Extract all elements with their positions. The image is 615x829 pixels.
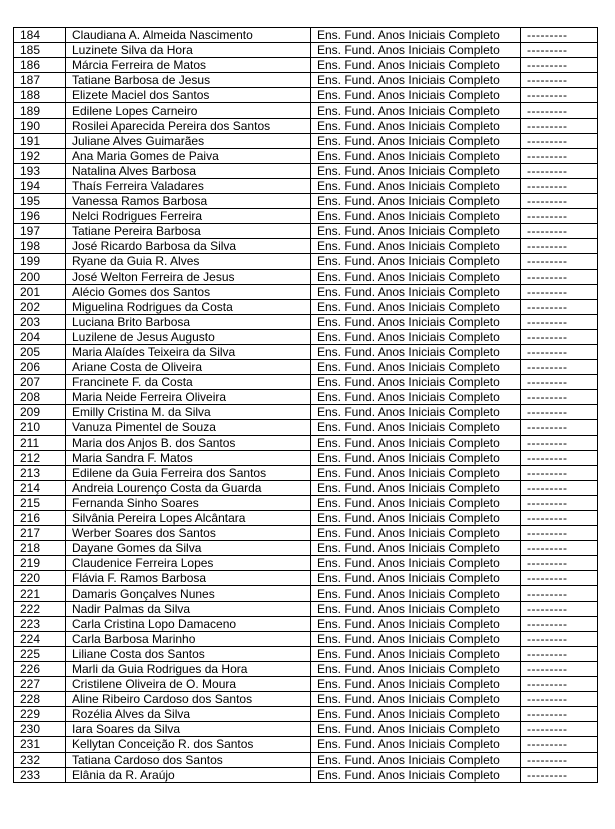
row-number-cell: 222 <box>14 601 66 616</box>
status-cell: --------- <box>521 420 598 435</box>
name-cell: Thaís Ferreira Valadares <box>66 178 311 193</box>
records-table-body <box>14 28 598 783</box>
table-row <box>14 254 598 269</box>
row-number-cell: 217 <box>14 526 66 541</box>
table-row <box>14 435 598 450</box>
education-cell: Ens. Fund. Anos Iniciais Completo <box>311 646 521 661</box>
education-cell: Ens. Fund. Anos Iniciais Completo <box>311 58 521 73</box>
row-number-cell: 227 <box>14 677 66 692</box>
name-cell: Claudiana A. Almeida Nascimento <box>66 28 311 43</box>
row-number-cell: 194 <box>14 178 66 193</box>
name-cell: Vanessa Ramos Barbosa <box>66 194 311 209</box>
name-cell: Flávia F. Ramos Barbosa <box>66 571 311 586</box>
table-row <box>14 88 598 103</box>
education-cell: Ens. Fund. Anos Iniciais Completo <box>311 420 521 435</box>
education-cell: Ens. Fund. Anos Iniciais Completo <box>311 767 521 782</box>
table-row <box>14 299 598 314</box>
table-row <box>14 556 598 571</box>
name-cell: Ryane da Guia R. Alves <box>66 254 311 269</box>
table-row <box>14 450 598 465</box>
name-cell: Rozélia Alves da Silva <box>66 707 311 722</box>
status-cell: --------- <box>521 692 598 707</box>
row-number-cell: 229 <box>14 707 66 722</box>
education-cell: Ens. Fund. Anos Iniciais Completo <box>311 224 521 239</box>
education-cell: Ens. Fund. Anos Iniciais Completo <box>311 88 521 103</box>
status-cell: --------- <box>521 299 598 314</box>
education-cell: Ens. Fund. Anos Iniciais Completo <box>311 616 521 631</box>
row-number-cell: 220 <box>14 571 66 586</box>
status-cell: --------- <box>521 360 598 375</box>
status-cell: --------- <box>521 284 598 299</box>
row-number-cell: 205 <box>14 344 66 359</box>
row-number-cell: 206 <box>14 360 66 375</box>
education-cell: Ens. Fund. Anos Iniciais Completo <box>311 556 521 571</box>
education-cell: Ens. Fund. Anos Iniciais Completo <box>311 284 521 299</box>
row-number-cell: 202 <box>14 299 66 314</box>
education-cell: Ens. Fund. Anos Iniciais Completo <box>311 375 521 390</box>
row-number-cell: 200 <box>14 269 66 284</box>
name-cell: Maria Neide Ferreira Oliveira <box>66 390 311 405</box>
row-number-cell: 191 <box>14 133 66 148</box>
table-row <box>14 661 598 676</box>
name-cell: Iara Soares da Silva <box>66 722 311 737</box>
row-number-cell: 212 <box>14 450 66 465</box>
table-row <box>14 269 598 284</box>
name-cell: Elânia da R. Araújo <box>66 767 311 782</box>
education-cell: Ens. Fund. Anos Iniciais Completo <box>311 737 521 752</box>
row-number-cell: 186 <box>14 58 66 73</box>
name-cell: Werber Soares dos Santos <box>66 526 311 541</box>
education-cell: Ens. Fund. Anos Iniciais Completo <box>311 692 521 707</box>
row-number-cell: 199 <box>14 254 66 269</box>
name-cell: Maria Alaídes Teixeira da Silva <box>66 344 311 359</box>
status-cell: --------- <box>521 194 598 209</box>
status-cell: --------- <box>521 329 598 344</box>
name-cell: Ariane Costa de Oliveira <box>66 360 311 375</box>
table-row <box>14 329 598 344</box>
table-row <box>14 103 598 118</box>
table-row <box>14 526 598 541</box>
name-cell: Edilene da Guia Ferreira dos Santos <box>66 465 311 480</box>
education-cell: Ens. Fund. Anos Iniciais Completo <box>311 118 521 133</box>
row-number-cell: 204 <box>14 329 66 344</box>
table-row <box>14 375 598 390</box>
table-row <box>14 28 598 43</box>
row-number-cell: 196 <box>14 209 66 224</box>
status-cell: --------- <box>521 209 598 224</box>
name-cell: José Welton Ferreira de Jesus <box>66 269 311 284</box>
name-cell: Luzilene de Jesus Augusto <box>66 329 311 344</box>
status-cell: --------- <box>521 661 598 676</box>
table-row <box>14 163 598 178</box>
education-cell: Ens. Fund. Anos Iniciais Completo <box>311 631 521 646</box>
row-number-cell: 215 <box>14 495 66 510</box>
status-cell: --------- <box>521 526 598 541</box>
status-cell: --------- <box>521 269 598 284</box>
status-cell: --------- <box>521 254 598 269</box>
education-cell: Ens. Fund. Anos Iniciais Completo <box>311 450 521 465</box>
row-number-cell: 190 <box>14 118 66 133</box>
name-cell: Tatiana Cardoso dos Santos <box>66 752 311 767</box>
row-number-cell: 232 <box>14 752 66 767</box>
status-cell: --------- <box>521 118 598 133</box>
status-cell: --------- <box>521 541 598 556</box>
education-cell: Ens. Fund. Anos Iniciais Completo <box>311 722 521 737</box>
table-row <box>14 148 598 163</box>
row-number-cell: 211 <box>14 435 66 450</box>
row-number-cell: 203 <box>14 314 66 329</box>
name-cell: Elizete Maciel dos Santos <box>66 88 311 103</box>
name-cell: Francinete F. da Costa <box>66 375 311 390</box>
education-cell: Ens. Fund. Anos Iniciais Completo <box>311 707 521 722</box>
row-number-cell: 226 <box>14 661 66 676</box>
status-cell: --------- <box>521 752 598 767</box>
name-cell: Miguelina Rodrigues da Costa <box>66 299 311 314</box>
status-cell: --------- <box>521 163 598 178</box>
row-number-cell: 185 <box>14 43 66 58</box>
table-row <box>14 586 598 601</box>
education-cell: Ens. Fund. Anos Iniciais Completo <box>311 103 521 118</box>
status-cell: --------- <box>521 571 598 586</box>
table-row <box>14 707 598 722</box>
name-cell: Nelci Rodrigues Ferreira <box>66 209 311 224</box>
table-row <box>14 390 598 405</box>
status-cell: --------- <box>521 556 598 571</box>
row-number-cell: 192 <box>14 148 66 163</box>
table-row <box>14 480 598 495</box>
education-cell: Ens. Fund. Anos Iniciais Completo <box>311 329 521 344</box>
status-cell: --------- <box>521 631 598 646</box>
name-cell: Emilly Cristina M. da Silva <box>66 405 311 420</box>
status-cell: --------- <box>521 43 598 58</box>
name-cell: Cristilene Oliveira de O. Moura <box>66 677 311 692</box>
education-cell: Ens. Fund. Anos Iniciais Completo <box>311 435 521 450</box>
table-row <box>14 616 598 631</box>
row-number-cell: 230 <box>14 722 66 737</box>
name-cell: Tatiane Pereira Barbosa <box>66 224 311 239</box>
education-cell: Ens. Fund. Anos Iniciais Completo <box>311 511 521 526</box>
status-cell: --------- <box>521 495 598 510</box>
table-row <box>14 511 598 526</box>
records-table <box>13 27 598 783</box>
table-row <box>14 677 598 692</box>
row-number-cell: 210 <box>14 420 66 435</box>
name-cell: Maria Sandra F. Matos <box>66 450 311 465</box>
education-cell: Ens. Fund. Anos Iniciais Completo <box>311 209 521 224</box>
education-cell: Ens. Fund. Anos Iniciais Completo <box>311 601 521 616</box>
status-cell: --------- <box>521 616 598 631</box>
name-cell: Luzinete Silva da Hora <box>66 43 311 58</box>
table-row <box>14 405 598 420</box>
status-cell: --------- <box>521 480 598 495</box>
status-cell: --------- <box>521 722 598 737</box>
row-number-cell: 189 <box>14 103 66 118</box>
name-cell: Tatiane Barbosa de Jesus <box>66 73 311 88</box>
name-cell: Vanuza Pimentel de Souza <box>66 420 311 435</box>
row-number-cell: 223 <box>14 616 66 631</box>
status-cell: --------- <box>521 224 598 239</box>
name-cell: Silvânia Pereira Lopes Alcântara <box>66 511 311 526</box>
education-cell: Ens. Fund. Anos Iniciais Completo <box>311 148 521 163</box>
name-cell: Alécio Gomes dos Santos <box>66 284 311 299</box>
status-cell: --------- <box>521 103 598 118</box>
table-row <box>14 239 598 254</box>
row-number-cell: 221 <box>14 586 66 601</box>
education-cell: Ens. Fund. Anos Iniciais Completo <box>311 571 521 586</box>
name-cell: Dayane Gomes da Silva <box>66 541 311 556</box>
table-row <box>14 601 598 616</box>
education-cell: Ens. Fund. Anos Iniciais Completo <box>311 390 521 405</box>
table-row <box>14 692 598 707</box>
table-row <box>14 118 598 133</box>
status-cell: --------- <box>521 646 598 661</box>
name-cell: Damaris Gonçalves Nunes <box>66 586 311 601</box>
education-cell: Ens. Fund. Anos Iniciais Completo <box>311 495 521 510</box>
status-cell: --------- <box>521 586 598 601</box>
status-cell: --------- <box>521 707 598 722</box>
education-cell: Ens. Fund. Anos Iniciais Completo <box>311 28 521 43</box>
name-cell: Natalina Alves Barbosa <box>66 163 311 178</box>
table-row <box>14 420 598 435</box>
status-cell: --------- <box>521 450 598 465</box>
table-row <box>14 646 598 661</box>
table-row <box>14 194 598 209</box>
education-cell: Ens. Fund. Anos Iniciais Completo <box>311 360 521 375</box>
education-cell: Ens. Fund. Anos Iniciais Completo <box>311 314 521 329</box>
status-cell: --------- <box>521 314 598 329</box>
table-row <box>14 58 598 73</box>
row-number-cell: 198 <box>14 239 66 254</box>
row-number-cell: 209 <box>14 405 66 420</box>
row-number-cell: 219 <box>14 556 66 571</box>
table-row <box>14 178 598 193</box>
education-cell: Ens. Fund. Anos Iniciais Completo <box>311 677 521 692</box>
name-cell: Márcia Ferreira de Matos <box>66 58 311 73</box>
status-cell: --------- <box>521 178 598 193</box>
table-row <box>14 73 598 88</box>
status-cell: --------- <box>521 28 598 43</box>
table-row <box>14 360 598 375</box>
status-cell: --------- <box>521 148 598 163</box>
row-number-cell: 218 <box>14 541 66 556</box>
name-cell: Andreia Lourenço Costa da Guarda <box>66 480 311 495</box>
education-cell: Ens. Fund. Anos Iniciais Completo <box>311 299 521 314</box>
table-row <box>14 767 598 782</box>
table-row <box>14 209 598 224</box>
row-number-cell: 216 <box>14 511 66 526</box>
row-number-cell: 213 <box>14 465 66 480</box>
education-cell: Ens. Fund. Anos Iniciais Completo <box>311 133 521 148</box>
status-cell: --------- <box>521 375 598 390</box>
row-number-cell: 231 <box>14 737 66 752</box>
name-cell: Ana Maria Gomes de Paiva <box>66 148 311 163</box>
status-cell: --------- <box>521 601 598 616</box>
education-cell: Ens. Fund. Anos Iniciais Completo <box>311 73 521 88</box>
row-number-cell: 197 <box>14 224 66 239</box>
table-row <box>14 224 598 239</box>
status-cell: --------- <box>521 344 598 359</box>
status-cell: --------- <box>521 677 598 692</box>
row-number-cell: 195 <box>14 194 66 209</box>
row-number-cell: 193 <box>14 163 66 178</box>
table-row <box>14 133 598 148</box>
row-number-cell: 187 <box>14 73 66 88</box>
status-cell: --------- <box>521 88 598 103</box>
status-cell: --------- <box>521 73 598 88</box>
name-cell: Liliane Costa dos Santos <box>66 646 311 661</box>
row-number-cell: 214 <box>14 480 66 495</box>
education-cell: Ens. Fund. Anos Iniciais Completo <box>311 465 521 480</box>
name-cell: Carla Barbosa Marinho <box>66 631 311 646</box>
row-number-cell: 224 <box>14 631 66 646</box>
education-cell: Ens. Fund. Anos Iniciais Completo <box>311 254 521 269</box>
table-row <box>14 752 598 767</box>
table-row <box>14 722 598 737</box>
education-cell: Ens. Fund. Anos Iniciais Completo <box>311 541 521 556</box>
status-cell: --------- <box>521 239 598 254</box>
name-cell: Maria dos Anjos B. dos Santos <box>66 435 311 450</box>
table-row <box>14 631 598 646</box>
education-cell: Ens. Fund. Anos Iniciais Completo <box>311 178 521 193</box>
status-cell: --------- <box>521 405 598 420</box>
name-cell: Marli da Guia Rodrigues da Hora <box>66 661 311 676</box>
education-cell: Ens. Fund. Anos Iniciais Completo <box>311 405 521 420</box>
education-cell: Ens. Fund. Anos Iniciais Completo <box>311 661 521 676</box>
row-number-cell: 184 <box>14 28 66 43</box>
status-cell: --------- <box>521 435 598 450</box>
status-cell: --------- <box>521 737 598 752</box>
education-cell: Ens. Fund. Anos Iniciais Completo <box>311 526 521 541</box>
status-cell: --------- <box>521 511 598 526</box>
name-cell: Rosilei Aparecida Pereira dos Santos <box>66 118 311 133</box>
status-cell: --------- <box>521 767 598 782</box>
table-row <box>14 344 598 359</box>
table-row <box>14 465 598 480</box>
name-cell: José Ricardo Barbosa da Silva <box>66 239 311 254</box>
education-cell: Ens. Fund. Anos Iniciais Completo <box>311 752 521 767</box>
table-row <box>14 737 598 752</box>
table-row <box>14 314 598 329</box>
status-cell: --------- <box>521 465 598 480</box>
name-cell: Aline Ribeiro Cardoso dos Santos <box>66 692 311 707</box>
row-number-cell: 225 <box>14 646 66 661</box>
education-cell: Ens. Fund. Anos Iniciais Completo <box>311 480 521 495</box>
name-cell: Claudenice Ferreira Lopes <box>66 556 311 571</box>
row-number-cell: 188 <box>14 88 66 103</box>
name-cell: Kellytan Conceição R. dos Santos <box>66 737 311 752</box>
table-row <box>14 284 598 299</box>
table-row <box>14 541 598 556</box>
row-number-cell: 207 <box>14 375 66 390</box>
name-cell: Fernanda Sinho Soares <box>66 495 311 510</box>
education-cell: Ens. Fund. Anos Iniciais Completo <box>311 586 521 601</box>
education-cell: Ens. Fund. Anos Iniciais Completo <box>311 239 521 254</box>
table-row <box>14 571 598 586</box>
status-cell: --------- <box>521 58 598 73</box>
education-cell: Ens. Fund. Anos Iniciais Completo <box>311 194 521 209</box>
education-cell: Ens. Fund. Anos Iniciais Completo <box>311 163 521 178</box>
name-cell: Juliane Alves Guimarães <box>66 133 311 148</box>
status-cell: --------- <box>521 133 598 148</box>
education-cell: Ens. Fund. Anos Iniciais Completo <box>311 344 521 359</box>
name-cell: Luciana Brito Barbosa <box>66 314 311 329</box>
row-number-cell: 228 <box>14 692 66 707</box>
row-number-cell: 208 <box>14 390 66 405</box>
education-cell: Ens. Fund. Anos Iniciais Completo <box>311 269 521 284</box>
row-number-cell: 201 <box>14 284 66 299</box>
education-cell: Ens. Fund. Anos Iniciais Completo <box>311 43 521 58</box>
name-cell: Edilene Lopes Carneiro <box>66 103 311 118</box>
row-number-cell: 233 <box>14 767 66 782</box>
table-row <box>14 495 598 510</box>
name-cell: Carla Cristina Lopo Damaceno <box>66 616 311 631</box>
name-cell: Nadir Palmas da Silva <box>66 601 311 616</box>
table-row <box>14 43 598 58</box>
status-cell: --------- <box>521 390 598 405</box>
